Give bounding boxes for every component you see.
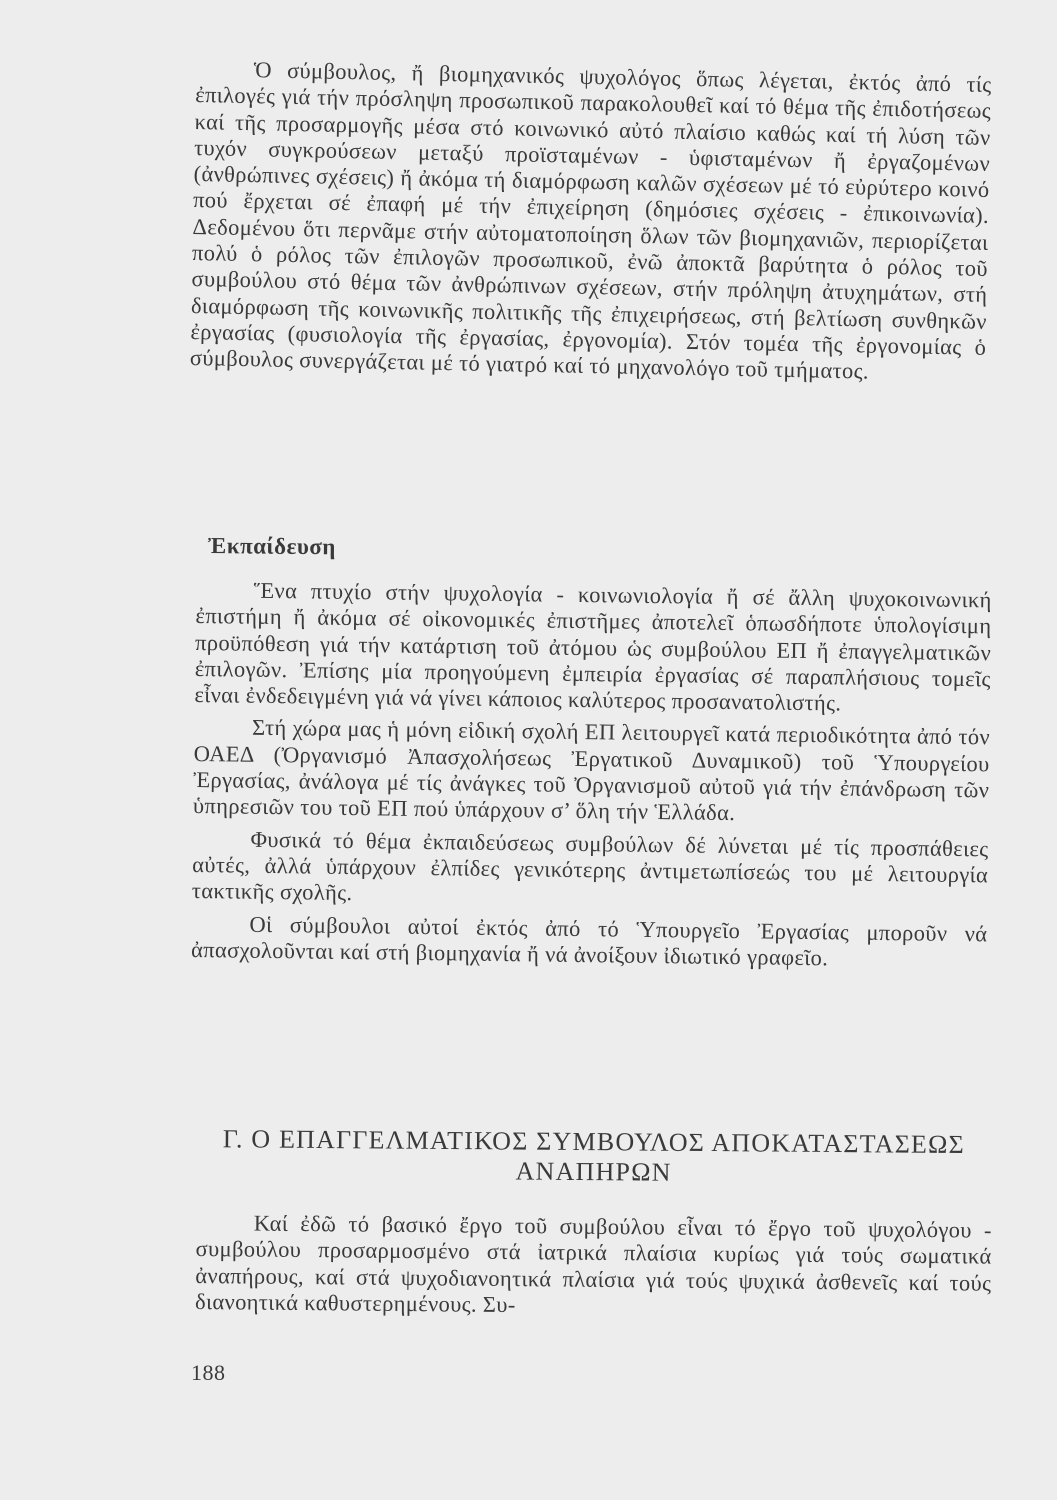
paragraph-education-2: Στή χώρα μας ἡ μόνη εἰδική σχολή ΕΠ λειτουργεῖ κατά περιοδικότητα ἀπό τόν ΟΑΕΔ (Ὀργανισμό Ἀπασχολήσεως Ἐργατικοῦ Δυναμικοῦ) τοῦ Ὑπουργείου Ἐργασίας, ἀνάλογα μέ τίς ἀνάγκες τοῦ Ὀργανισμοῦ αὐτοῦ γιά τήν ἐπάνδρωση τῶν ὑπηρεσιῶν του τοῦ ΕΠ πού ὑπάρχουν σ’ ὅλη τήν Ἑλλάδα. — [192, 715, 991, 826]
section-title-line-2: ΑΝΑΠΗΡΩΝ — [515, 1156, 672, 1187]
paragraph-education-3: Φυσικά τό θέμα ἐκπαιδεύσεως συμβούλων δέ λύνεται μέ τίς προσπάθειες αὐτές, ἀλλά ὑπάρχουν ἐλπίδες γενικότερης ἀντιμετωπίσεώς του μέ λειτουργία τακτικῆς σχολῆς. — [191, 826, 989, 906]
paragraph-section-g: Καί ἐδῶ τό βασικό ἔργο τοῦ συμβούλου εἶναι τό ἔργο τοῦ ψυχολόγου - συμβούλου προσαρμοσμένο στά ἰατρικά πλαίσια κυρίως γιά τούς σωματικά ἀναπήρους, καί στά ψυχοδιανοητικά πλαίσια γιά τούς ψυχικά ἀσθενεῖς καί τούς διανοητικά καθυστερημένους. Συ- — [195, 1210, 992, 1317]
paragraph-intro: Ὁ σύμβουλος, ἤ βιομηχανικός ψυχολόγος ὅπως λέγεται, ἐκτός ἀπό τίς ἐπιλογές γιά τήν πρόσληψη προσωπικοῦ παρακολουθεῖ καί τό θέμα τῆς ἐπιδοτήσεως καί τῆς προσαρμογῆς μέσα στό κοινωνικό αὐτό πλαίσιο καθώς καί τή λύση τῶν τυχόν συγκρούσεων μεταξύ προϊσταμένων - ὑφισταμένων ἤ ἐργαζομένων (ἀνθρώπινες σχέσεις) ἤ ἀκόμα τή διαμόρφωση καλῶν σχέσεων μέ τό εὐρύτερο κοινό πού ἔρχεται σέ ἐπαφή μέ τήν ἐπιχείρηση (δημόσιες σχέσεις - ἐπικοινωνία). Δεδομένου ὅτι περνᾶμε στήν αὐτοματοποίηση ὅλων τῶν βιομηχανιῶν, περιορίζεται πολύ ὁ ρόλος τῶν ἐπιλογῶν προσωπικοῦ, ἐνῶ ἀποκτᾶ βαρύτητα ὁ ρόλος τοῦ συμβούλου στό θέμα τῶν ἀνθρώπινων σχέσεων, στήν πρόληψη ἀτυχημάτων, στή διαμόρφωση τῆς κοινωνικῆς πολιτικῆς τῆς ἐπιχειρήσεως, στή βελτίωση συνθηκῶν ἐργασίας (φυσιολογία τῆς ἐργασίας, ἐργονομία). Στόν τομέα τῆς ἐργονομίας ὁ σύμβουλος συνεργάζεται μέ τό γιατρό καί τό μηχανολόγο τοῦ τμήματος. — [189, 57, 992, 384]
heading-education: Ἐκπαίδευση — [207, 533, 337, 560]
section-g-body — [195, 1210, 992, 1329]
section-title-line-1: Γ. Ο ΕΠΑΓΓΕΛΜΑΤΙΚΟΣ ΣΥΜΒΟΥΛΟΣ ΑΠΟΚΑΤΑΣΤΑΣΕΩΣ — [222, 1124, 966, 1160]
education-section — [191, 577, 992, 980]
paragraph-education-4: Οἱ σύμβουλοι αὐτοί ἐκτός ἀπό τό Ὑπουργεῖο Ἐργασίας μποροῦν νά ἀπασχολοῦνται καί στή βιομηχανία ἤ νά ἀνοίξουν ἰδιωτικό γραφεῖο. — [190, 911, 988, 971]
page-number: 188 — [191, 1360, 226, 1385]
section-title — [196, 1124, 992, 1190]
paragraph-education-1: Ἕνα πτυχίο στήν ψυχολογία - κοινωνιολογία ἤ σέ ἄλλη ψυχοκοινωνική ἐπιστήμη ἤ ἀκόμα σέ οἰκονομικές ἐπιστῆμες ἀποτελεῖ ὁπωσδήποτε ὑπολογίσιμη προϋπόθεση γιά τήν κατάρτιση τοῦ ἀτόμου ὡς συμβούλου ΕΠ ἤ ἐπαγγελματικῶν ἐπιλογῶν. Ἐπίσης μία προηγούμενη ἐμπειρία ἐργασίας σέ παραπλήσιους τομεῖς εἶναι ἐνδεδειγμένη γιά νά γίνει κάποιος καλύτερος προσανατολιστής. — [194, 577, 992, 716]
